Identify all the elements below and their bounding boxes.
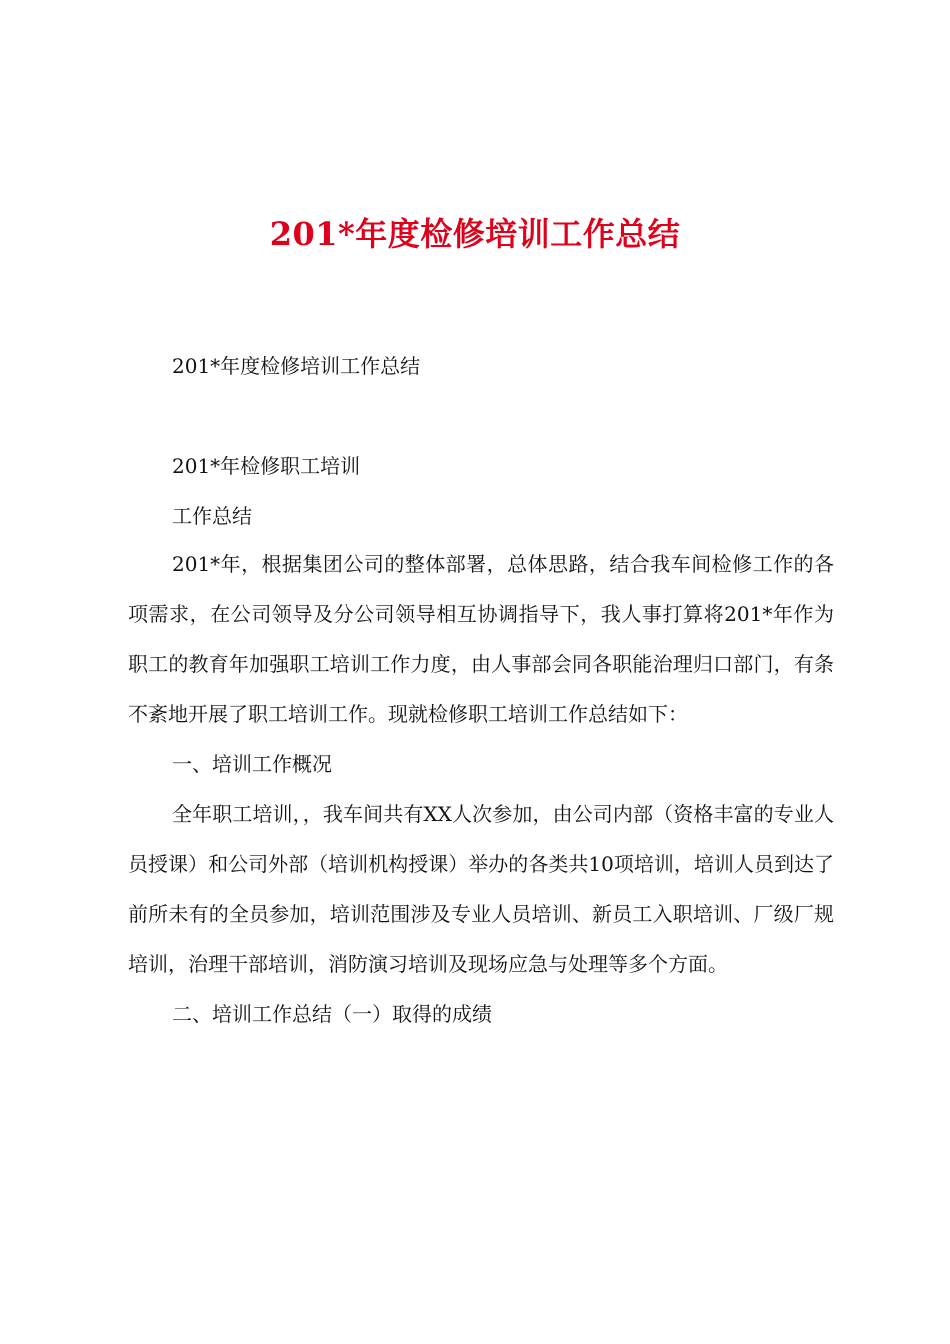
paragraph-overview: 全年职工培训，，我车间共有XX人次参加，由公司内部（资格丰富的专业人员授课）和公司外部（培训机构授课）举办的各类共10项培训，培训人员到达了前所未有的全员参加，培训范围涉及专业人员培训、新员工入职培训、厂级厂规培训，治理干部培训，消防演习培训及现场应急与处理等多个方面。 — [128, 802, 834, 976]
section-heading-training: 201*年检修职工培训 — [172, 454, 361, 478]
section-heading-summary: 工作总结 — [172, 504, 252, 528]
section-1-heading: 一、培训工作概况 — [172, 752, 332, 776]
paragraph-intro: 201*年，根据集团公司的整体部署，总体思路，结合我车间检修工作的各项需求，在公司领导及分公司领导相互协调指导下，我人事打算将201*年作为职工的教育年加强职工培训工作力度，由人事部会同各职能治理归口部门，有条不紊地开展了职工培训工作。现就检修职工培训工作总结如下： — [128, 552, 834, 726]
section-2-heading: 二、培训工作总结（一）取得的成绩 — [172, 1002, 492, 1026]
document-subtitle: 201*年度检修培训工作总结 — [172, 354, 421, 378]
document-title: 201*年度检修培训工作总结 — [269, 215, 681, 253]
body-text — [128, 539, 834, 1039]
